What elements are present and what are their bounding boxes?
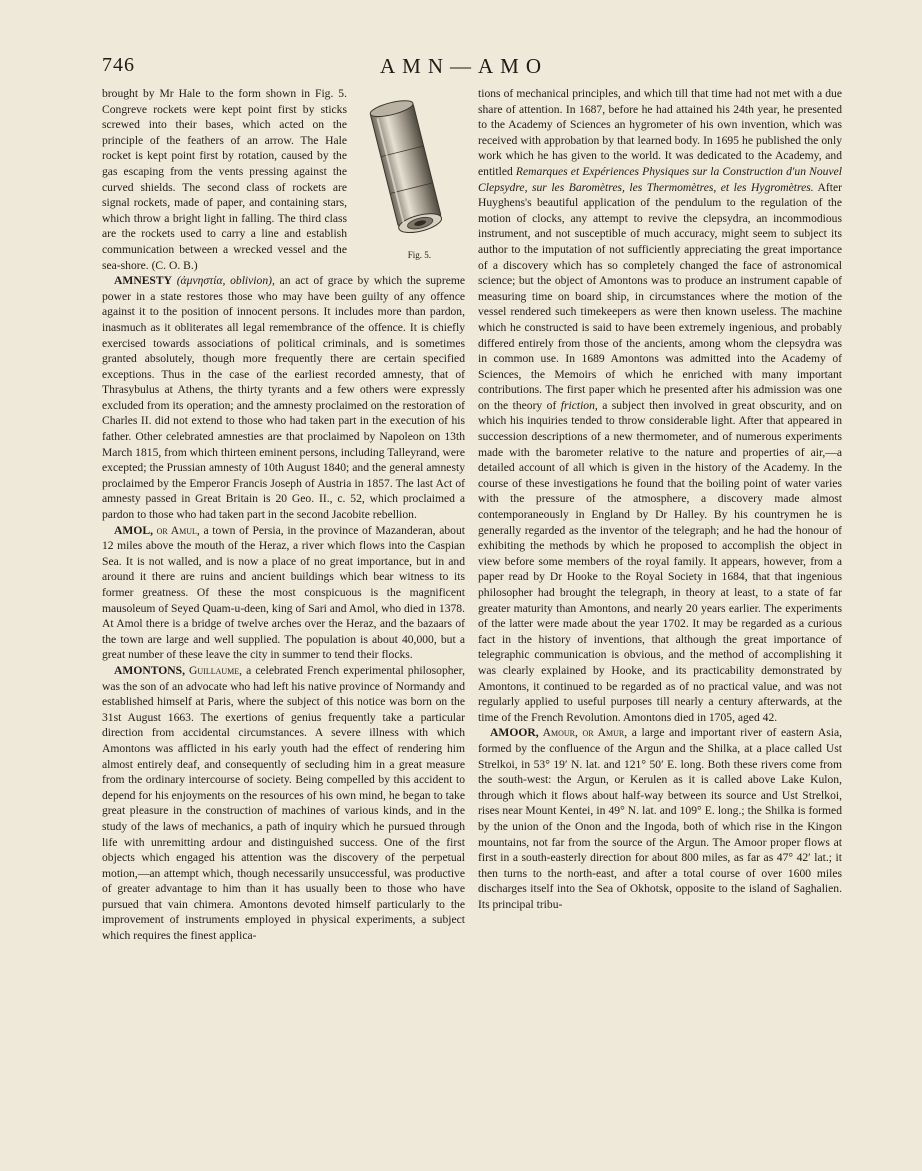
figure-caption: Fig. 5. [407, 250, 431, 261]
entry-heading: AMOL, [114, 523, 153, 537]
book-title: Remarques et Expériences Physiques sur la Construction d'un Nouvel Clepsydre, sur les Baromètres, les Thermomètres, et les Hygromètres. [478, 164, 842, 194]
entry-heading: AMOOR, [490, 726, 539, 740]
entry-body: an act of grace by which the supreme power in a state restores those who may have been guilty of any offence against it to the position of innocent persons. It includes more than pardon, inasmuch as it obliterates all legal remembrance of the offence. It is chiefly exercised towards associations of political criminals, and is sometimes granted absolutely, though more frequently there are certain specified exceptions. Thus in the case of the earliest recorded amnesty, that of Thrasybulus at Athens, the thirty tyrants and a few others were expressly excluded from its operation; and the amnesty proclaimed on the restoration of Charles II. did not extend to those who had taken part in the execution of his father. Other celebrated amnesties are that proclaimed by Napoleon on 13th March 1815, from which thirteen eminent persons, including Talleyrand, were excepted; the Prussian amnesty of 10th August 1840; and the general amnesty proclaimed by the Emperor Francis Joseph of Austria in 1857. The last Act of amnesty passed in Great Britain is 20 Geo. II., c. 52, which proclaimed a pardon to those who had taken part in the second Jacobite rebellion. [102, 274, 465, 522]
greek-etymology: (ἀμνηστία, oblivion), [176, 274, 275, 288]
entry-amontons [102, 663, 465, 944]
entry-heading: AMNESTY [114, 274, 172, 288]
alternate-name: Amour, or Amur, [538, 726, 628, 740]
entry-amnesty [102, 273, 465, 523]
text-segment: After Huyghens's beautiful application of the pendulum to the regulation of the motion of clocks, any attempt to revive the clepsydra, an incommodious instrument, and not susceptible of much accuracy, might seem to subject its author to the imputation of not sufficiently appreciating the great importance of a discovery which has so completely changed the face of astronomical science; but the object of Amontons was to produce an instrument capable of measuring time on board ship, in circumstances where the motion of the vessel rendered such timekeepers as were then known useless. The machine which he constructed is said to have been extremely ingenious, and probably differed entirely from those of the ancients, among whom the clepsydra was in common use. In 1689 Amontons was admitted into the Academy of Sciences, the Memoirs of which he enriched with many important contributions. The first paper which he presented after his admission was one on the theory of [478, 180, 842, 412]
entry-body: a celebrated French experimental philosopher, was the son of an advocate who had left his native province of Normandy and established himself at Paris, where the subject of this notice was born on the 31st August 1663. The exertions of genius frequently take a particular direction from accidental circumstances. A severe illness with which Amontons was afflicted in his early youth had the effect of rendering him almost entirely deaf, and consequently of secluding him in a great measure from the ordinary intercourse of society. Being compelled by this accident to depend for his enjoyments on the resources of his own mind, he began to take great pleasure in the construction of machines of various kinds, and in the study of the laws of mechanics, a path of inquiry which he pursued through life with unremitting ardour and distinguished success. One of the first objects which engaged his attention was the discovery of the perpetual motion,—an attempt which, though necessarily unsuccessful, was productive of greater advantage to him than it has usually been to those who have pursued that vain chimera. Amontons devoted himself particularly to the improvement of instruments employed in physical experiments, a subject which requires the finest applica- [102, 663, 465, 943]
text-segment: tions of mechanical principles, and which till that time had not met with a due share of attention. In 1687, before he had attained his 24th year, he presented to the Academy of Sciences an hygrometer of his own invention, which was received with approbation by that learned body. In 1695 he published the only work which he has given to the world. It was dedicated to the Academy, and entitled [478, 87, 842, 178]
left-column [102, 86, 465, 1166]
running-head: AMN—AMO [380, 54, 549, 78]
entry-body: a large and important river of eastern Asia, formed by the confluence of the Argun and the Shilka, at a place called Ust Strelkoi, in 53° 19′ N. lat. and 121° 50′ E. long. Both these rivers come from the south-west: the Argun, or Kerulen as it is called above Lake Kulon, through which it flows about half-way between its source and Ust Strelkoi, rises near Mount Kentei, in 49° N. lat. and 109° E. long.; the Shilka is formed by the union of the Onon and the Ingoda, both of which rise in the Kingon mountains, not far from the source of the Argun. The Amoor proper flows at first in a south-easterly direction for about 800 miles, as far as 47° 42′ lat.; it then turns to the north-east, and after a total course of over 1600 miles discharges itself into the Sea of Okhotsk, opposite to the island of Saghalien. Its principal tribu- [478, 726, 842, 911]
entry-amol [102, 523, 465, 663]
alternate-name: or Amul, [152, 523, 200, 537]
entry-body: a town of Persia, in the province of Mazanderan, about 12 miles above the mouth of the Heraz, a river which flows into the Caspian Sea. It is not walled, and is now a place of no great importance, but in and around it there are ruins and ancient buildings which bear witness to its former greatness. Of these the most conspicuous is the magnificent mausoleum of Seyed Quam-u-deen, king of Sari and Amol, who died in 1378. At Amol there is a bridge of twelve arches over the Heraz, and the bazaars of the town are large and well supplied. The population is about 40,000, but a great number of these leave the city in summer to tend their flocks. [102, 523, 465, 662]
text-segment: a subject then involved in great obscurity, and on which his inquiries tended to throw considerable light. After that appeared in succession descriptions of a new thermometer, and of numerous experiments made with the barometer relative to the nature and properties of air,—a detailed account of all which is given in the history of the Academy. In the course of these investigations he found that the boiling point of water varies with the pressure of the atmosphere, a discovery made almost contemporaneously in England by Dr Halley. By his countrymen he is generally regarded as the inventor of the telegraph; and he had the honour of exhibiting the methods by which he proposed to accomplish the object in view before some members of the royal family. It appears, however, from a paper read by Dr Hooke to the Royal Society in 1684, that that ingenious philosopher had brought the telegraph, in theory at least, to a state of far greater maturity than Amontons, and nearly 20 years earlier. The experiments of the latter were made about the year 1702. It may be regarded as a curious fact in the history of inventions, that although the great importance of telegraphic communication is obvious, and the method of accomplishing it was clearly explained by Hooke, and its practicability demonstrated by Amontons, it continued to be regarded as of no practical value, and was not regularly applied to useful purposes till nearly a century afterwards, at the time of the French Revolution. Amontons died in 1705, aged 42. [478, 398, 842, 724]
entry-amoor [478, 725, 842, 912]
entry-heading: AMONTONS, [114, 663, 185, 677]
paragraph-amontons-continued [478, 86, 842, 725]
page-number: 746 [102, 54, 135, 76]
figure-hale-rocket [355, 90, 465, 266]
rocket-illustration [355, 90, 465, 250]
given-name: Guillaume, [184, 663, 243, 677]
paragraph-rockets-continued: brought by Mr Hale to the form shown in Fig. 5. Congreve rockets were kept point first by sticks screwed into their bases, which acted on the principle of the feathers of an arrow. The Hale rocket is kept point first by rotation, caused by the gas escaping from the vents pressing against the curved shields. The second class of rockets are signal rockets, made of paper, and containing stars, which throw a bright light in falling. The third class are the rockets used to carry a line and establish communication between a wrecked vessel and the sea-shore. (C. O. B.) [102, 87, 347, 272]
right-column [478, 86, 842, 1166]
italic-term: friction, [560, 398, 598, 412]
